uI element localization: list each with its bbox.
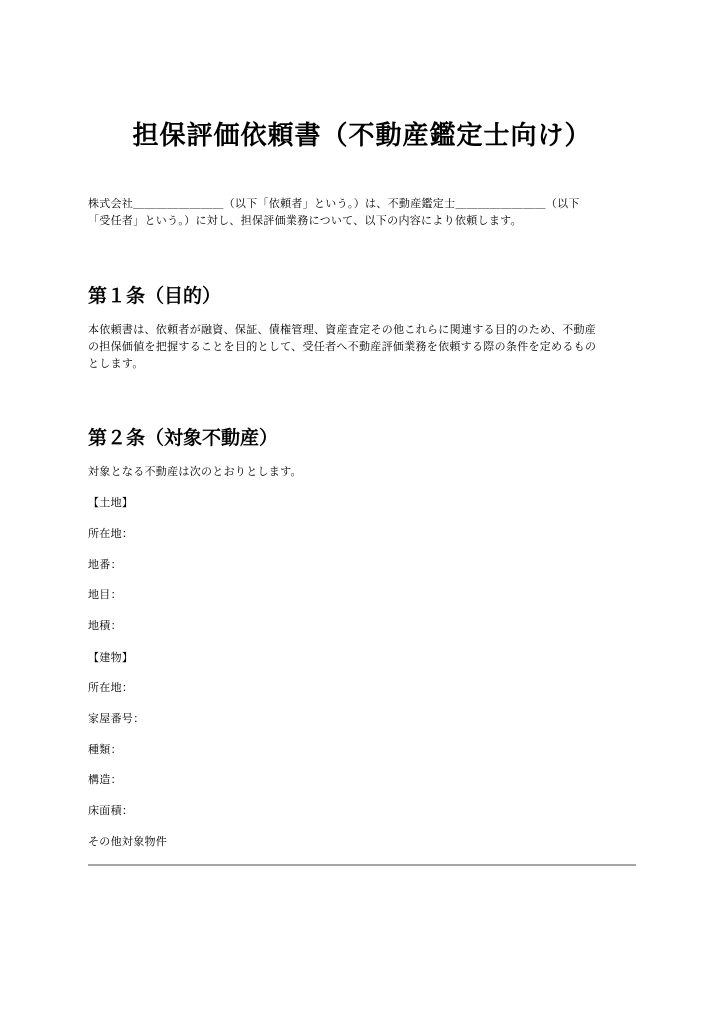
article1-heading: 第１条（目的） [88,285,222,307]
building-field-location: 所在地： [88,681,134,694]
building-section-label: 【建物】 [88,651,134,664]
building-field-floor-area: 床面積： [88,804,134,817]
article1-paragraph [88,321,638,372]
land-field-land-category: 地目： [88,588,122,601]
article1-line: の担保価値を把握することを目的として、受任者へ不動産評価業務を依頼する際の条件を定めるもの [88,340,597,353]
building-field-type: 種類： [88,743,122,756]
intro-line: 株式会社＿＿＿＿＿＿＿＿（以下「依頼者」という。）は、不動産鑑定士＿＿＿＿＿＿＿＿（以下 [88,197,580,210]
land-field-area: 地積： [88,619,122,632]
intro-line: 「受任者」という。）に対し、担保評価業務について、以下の内容により依頼します。 [88,214,522,227]
article1-line: 本依頼書は、依頼者が融資、保証、債権管理、資産査定その他これらに関連する目的のため、不動産 [88,323,597,336]
article1-line: とします。 [88,357,144,370]
intro-paragraph [88,195,638,229]
land-field-lot-number: 地番： [88,558,122,571]
document-title: 担保評価依頼書（不動産鑑定士向け） [132,121,592,151]
other-property-label: その他対象物件 [88,835,168,848]
building-field-structure: 構造： [88,773,122,786]
land-field-location: 所在地： [88,527,134,540]
building-field-house-number: 家屋番号： [88,712,145,725]
article2-lead: 対象となる不動産は次のとおりとします。 [88,465,302,478]
section-divider [88,864,636,866]
article2-heading: 第２条（対象不動産） [88,427,279,449]
land-section-label: 【土地】 [88,496,134,509]
